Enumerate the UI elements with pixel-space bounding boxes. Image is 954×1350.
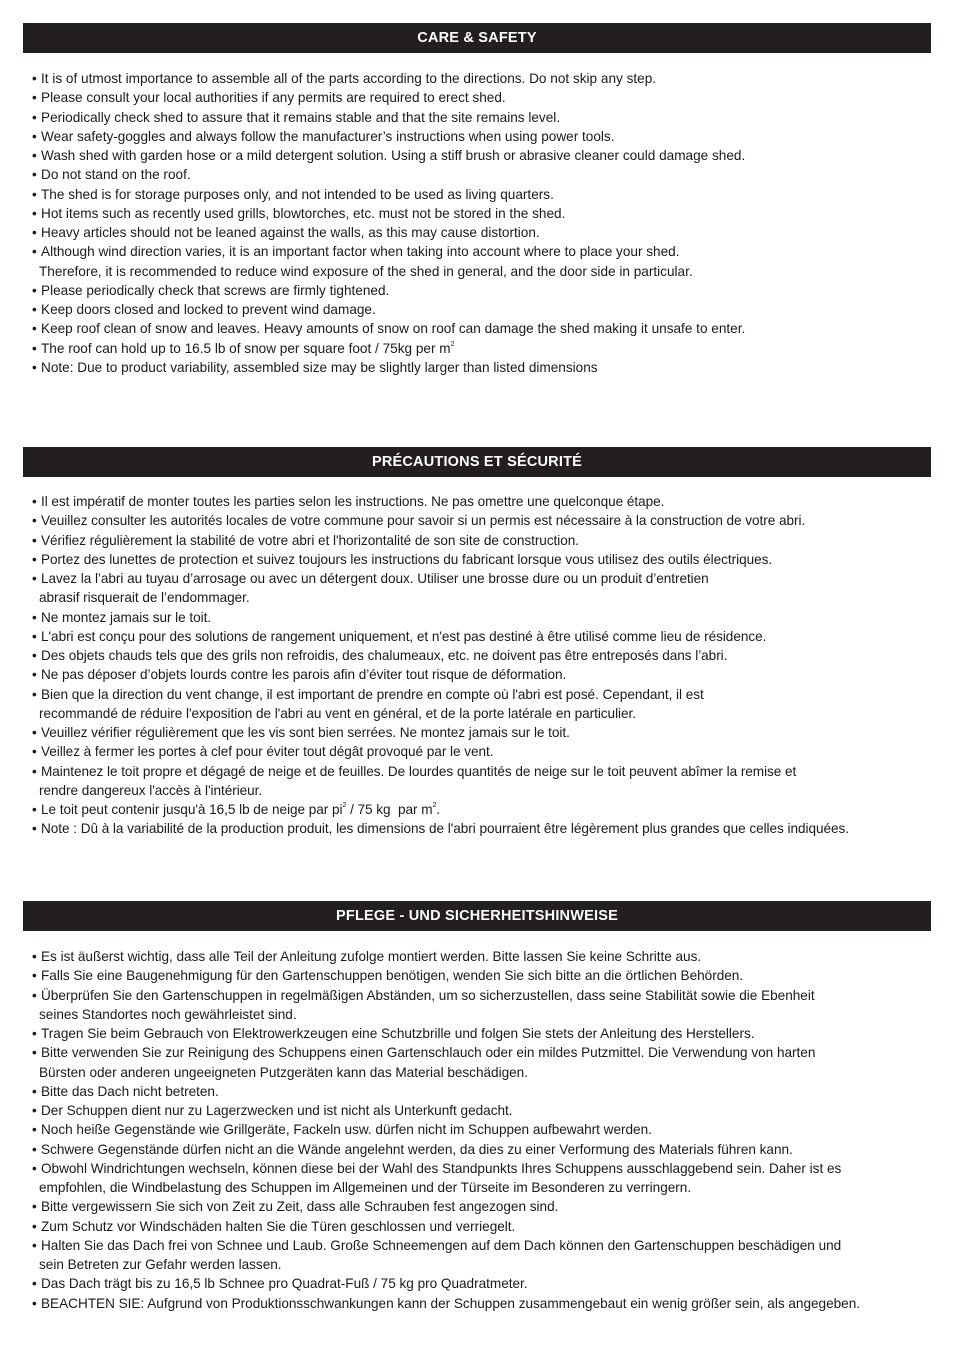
list-item-continuation: [23, 781, 931, 800]
care-safety-section: [23, 23, 931, 377]
list-item: [23, 646, 931, 665]
list-item-text: Vérifiez régulièrement la stabilité de votre abri et l'horizontalité de son site de construction.: [41, 532, 580, 548]
precautions-securite-section: [23, 447, 931, 839]
bullet-icon: •: [32, 1141, 37, 1157]
list-item: [23, 1024, 931, 1043]
list-item-text: Therefore, it is recommended to reduce wind exposure of the shed in general, and the door side in particular.: [39, 263, 693, 279]
list-item-continuation: [23, 262, 931, 281]
bullet-icon: •: [32, 551, 37, 567]
pflege-sicherheitshinweise-list: [23, 947, 931, 1313]
list-item: [23, 947, 931, 966]
bullet-icon: •: [32, 1199, 37, 1215]
list-item: [23, 339, 931, 358]
bullet-icon: •: [32, 205, 37, 221]
list-item: [23, 1294, 931, 1313]
list-item-continuation: [23, 1005, 931, 1024]
bullet-icon: •: [32, 1218, 37, 1234]
list-item-continuation: [23, 1063, 931, 1082]
list-item-text: Tragen Sie beim Gebrauch von Elektrowerkzeugen eine Schutzbrille und folgen Sie stets der Anleitung des Herstellers.: [41, 1026, 755, 1041]
list-item-text: empfohlen, die Windbelastung des Schuppen im Allgemeinen und der Türseite im Besonderen zu verringern.: [39, 1180, 692, 1195]
list-item-continuation: [23, 588, 931, 607]
list-item-text: Bitte vergewissern Sie sich von Zeit zu Zeit, dass alle Schrauben fest angezogen sind.: [41, 1199, 559, 1215]
list-item: [23, 1159, 931, 1178]
list-item: [23, 1236, 931, 1255]
bullet-icon: •: [32, 90, 37, 106]
list-item-text: Bürsten oder anderen ungeeigneten Putzgeräten kann das Material beschädigen.: [39, 1064, 528, 1080]
bullet-icon: •: [32, 148, 37, 163]
list-item-text: seines Standortes noch gewährleistet sind.: [39, 1006, 297, 1022]
bullet-icon: •: [32, 282, 37, 298]
bullet-icon: •: [32, 1026, 37, 1041]
list-item-text: Obwohl Windrichtungen wechseln, können diese bei der Wahl des Standpunkts Ihres Schuppens ausschlaggebend sein. Daher ist es: [41, 1160, 842, 1176]
list-item-text: rendre dangereux l'accès à l'intérieur.: [39, 782, 263, 798]
care-safety-list: [23, 69, 931, 377]
bullet-icon: •: [32, 763, 37, 779]
list-item: [23, 665, 931, 684]
list-item: [23, 242, 931, 261]
bullet-icon: •: [32, 71, 37, 86]
list-item: [23, 531, 931, 550]
list-item-text: Keep doors closed and locked to prevent wind damage.: [41, 302, 376, 317]
bullet-icon: •: [32, 1103, 37, 1118]
list-item-text: Bien que la direction du vent change, il est important de prendre en compte où l'abri est posé. Cependant, il est: [41, 686, 704, 702]
list-item: [23, 1197, 931, 1216]
list-item: [23, 608, 931, 627]
list-item: [23, 1140, 931, 1159]
list-item-text: Es ist äußerst wichtig, dass alle Teil der Anleitung zufolge montiert werden. Bitte lassen Sie keine Schritte aus.: [41, 949, 702, 964]
list-item-text: Veillez à fermer les portes à clef pour éviter tout dégât provoqué par le vent.: [41, 744, 494, 760]
list-item-text: Please consult your local authorities if any permits are required to erect shed.: [41, 90, 506, 106]
list-item-text: Halten Sie das Dach frei von Schnee und Laub. Große Schneemengen auf dem Dach können den Gartenschuppen beschädigen und: [41, 1237, 842, 1253]
section-heading-pflege-sicherheitshinweise: PFLEGE - UND SICHERHEITSHINWEISE: [23, 901, 931, 931]
list-item-text: BEACHTEN SIE: Aufgrund von Produktionsschwankungen kann der Schuppen zusammengebaut ein wenig größer sein, als angegeben.: [41, 1295, 860, 1311]
list-item: [23, 1082, 931, 1101]
list-item-text: Keep roof clean of snow and leaves. Heavy amounts of snow on roof can damage the shed making it unsafe to enter.: [41, 321, 746, 337]
list-item-text: Il est impératif de monter toutes les parties selon les instructions. Ne pas omettre une quelconque étape.: [41, 494, 665, 509]
list-item-text: Please periodically check that screws are firmly tightened.: [41, 282, 390, 298]
list-item-text: Des objets chauds tels que des grils non refroidis, des chalumeaux, etc. ne doivent pas être entreposés dans l’abri.: [41, 648, 728, 663]
list-item: [23, 319, 931, 338]
list-item: [23, 1101, 931, 1120]
list-item-text: Ne montez jamais sur le toit.: [41, 609, 212, 625]
bullet-icon: •: [32, 1295, 37, 1311]
list-item: [23, 1217, 931, 1236]
list-item-text: Wear safety-goggles and always follow the manufacturer’s instructions when using power tools.: [41, 128, 615, 144]
pflege-sicherheitshinweise-section: [23, 901, 931, 1313]
list-item-text: Heavy articles should not be leaned against the walls, as this may cause distortion.: [41, 225, 540, 240]
bullet-icon: •: [32, 968, 37, 984]
list-item: [23, 1120, 931, 1139]
list-item: [23, 492, 931, 511]
bullet-icon: •: [32, 109, 37, 125]
list-item-text: Note : Dû à la variabilité de la production produit, les dimensions de l'abri pourraient être légèrement plus grandes que celles indiquées.: [41, 821, 849, 837]
list-item: [23, 127, 931, 146]
list-item-text: The shed is for storage purposes only, and not intended to be used as living quarters.: [41, 186, 554, 202]
list-item-continuation: [23, 704, 931, 723]
list-item-text: Der Schuppen dient nur zu Lagerzwecken und ist nicht als Unterkunft gedacht.: [41, 1103, 513, 1118]
list-item-text: Bitte das Dach nicht betreten.: [41, 1083, 219, 1099]
list-item-continuation: [23, 1255, 931, 1274]
bullet-icon: •: [32, 167, 37, 183]
list-item-text: The roof can hold up to 16.5 lb of snow per square foot / 75kg per $m^2$: [41, 340, 455, 356]
list-item: [23, 819, 931, 838]
list-item-text: Überprüfen Sie den Gartenschuppen in regelmäßigen Abständen, um so sicherzustellen, dass seine Stabilität sowie die Ebenheit: [41, 987, 815, 1003]
list-item: [23, 165, 931, 184]
list-item-text: Schwere Gegenstände dürfen nicht an die Wände angelehnt werden, da dies zu einer Verformung des Materials führen kann.: [41, 1141, 793, 1157]
bullet-icon: •: [32, 513, 37, 529]
bullet-icon: •: [32, 321, 37, 337]
bullet-icon: •: [32, 359, 37, 375]
bullet-icon: •: [32, 128, 37, 144]
list-item-text: Noch heiße Gegenstände wie Grillgeräte, Fackeln usw. dürfen nicht im Schuppen aufbewahrt werden.: [41, 1122, 652, 1138]
bullet-icon: •: [32, 686, 37, 702]
list-item: [23, 281, 931, 300]
list-item: [23, 300, 931, 319]
list-item-text: Wash shed with garden hose or a mild detergent solution. Using a stiff brush or abrasive cleaner could damage shed.: [41, 148, 746, 163]
list-item-text: Veuillez consulter les autorités locales de votre commune pour savoir si un permis est nécessaire à la construction de votre abri.: [41, 513, 806, 529]
list-item-text: Hot items such as recently used grills, blowtorches, etc. must not be stored in the shed.: [41, 205, 566, 221]
section-heading-precautions-securite: PRÉCAUTIONS ET SÉCURITÉ: [23, 447, 931, 477]
list-item-text: Zum Schutz vor Windschäden halten Sie die Türen geschlossen und verriegelt.: [41, 1218, 516, 1234]
list-item-text: It is of utmost importance to assemble all of the parts according to the directions. Do not skip any step.: [41, 71, 657, 86]
list-item: [23, 1274, 931, 1293]
bullet-icon: •: [32, 609, 37, 625]
bullet-icon: •: [32, 571, 37, 586]
section-heading-care-safety: CARE & SAFETY: [23, 23, 931, 53]
list-item-text: recommandé de réduire l'exposition de l'abri au vent en général, et de la porte latérale en particulier.: [39, 705, 636, 721]
list-item-text: sein Betreten zur Gefahr werden lassen.: [39, 1257, 282, 1272]
bullet-icon: •: [32, 340, 37, 356]
list-item: [23, 223, 931, 242]
bullet-icon: •: [32, 1237, 37, 1253]
list-item: [23, 69, 931, 88]
list-item-text: Bitte verwenden Sie zur Reinigung des Schuppens einen Gartenschlauch oder ein mildes Putzmittel. Die Verwendung von harten: [41, 1045, 816, 1061]
bullet-icon: •: [32, 1045, 37, 1061]
list-item: [23, 800, 931, 819]
bullet-icon: •: [32, 987, 37, 1003]
list-item-text: Maintenez le toit propre et dégagé de neige et de feuilles. De lourdes quantités de neige sur le toit peuvent abîmer la remise et: [41, 763, 797, 779]
bullet-icon: •: [32, 949, 37, 964]
bullet-icon: •: [32, 1160, 37, 1176]
list-item: [23, 358, 931, 377]
bullet-icon: •: [32, 821, 37, 837]
bullet-icon: •: [32, 725, 37, 740]
bullet-icon: •: [32, 648, 37, 663]
list-item-text: Ne pas déposer d’objets lourds contre les parois afin d’éviter tout risque de déformation.: [41, 667, 567, 683]
list-item: [23, 685, 931, 704]
list-item: [23, 723, 931, 742]
list-item-text: Das Dach trägt bis zu 16,5 lb Schnee pro Quadrat-Fuß / 75 kg pro Quadratmeter.: [41, 1276, 528, 1292]
list-item-text: Periodically check shed to assure that it remains stable and that the site remains level.: [41, 109, 561, 125]
bullet-icon: •: [32, 1083, 37, 1099]
bullet-icon: •: [32, 244, 37, 260]
list-item: [23, 742, 931, 761]
bullet-icon: •: [32, 494, 37, 509]
list-item-text: Lavez la l’abri au tuyau d’arrosage ou avec un détergent doux. Utiliser une brosse dure ou un produit d’entretien: [41, 571, 709, 586]
bullet-icon: •: [32, 744, 37, 760]
list-item-text: Note: Due to product variability, assembled size may be slightly larger than listed dimensions: [41, 359, 598, 375]
list-item: [23, 569, 931, 588]
list-item-continuation: [23, 1178, 931, 1197]
bullet-icon: •: [32, 532, 37, 548]
list-item: [23, 986, 931, 1005]
list-item: [23, 627, 931, 646]
bullet-icon: •: [32, 667, 37, 683]
list-item-text: Veuillez vérifier régulièrement que les vis sont bien serrées. Ne montez jamais sur le toit.: [41, 725, 570, 740]
list-item-text: Le toit peut contenir jusqu'à 16,5 lb de neige par $pi^2 / 75$ kg par $m^2$.: [41, 802, 441, 817]
list-item: [23, 762, 931, 781]
bullet-icon: •: [32, 186, 37, 202]
list-item-text: Do not stand on the roof.: [41, 167, 191, 183]
bullet-icon: •: [32, 302, 37, 317]
list-item-text: L'abri est conçu pour des solutions de rangement uniquement, et n'est pas destiné à être utilisé comme lieu de résidence.: [41, 628, 767, 644]
list-item: [23, 966, 931, 985]
list-item: [23, 185, 931, 204]
list-item: [23, 204, 931, 223]
list-item: [23, 550, 931, 569]
bullet-icon: •: [32, 802, 37, 817]
list-item: [23, 511, 931, 530]
bullet-icon: •: [32, 1122, 37, 1138]
bullet-icon: •: [32, 1276, 37, 1292]
list-item-text: abrasif risquerait de l’endommager.: [39, 590, 250, 606]
list-item: [23, 108, 931, 127]
list-item: [23, 146, 931, 165]
bullet-icon: •: [32, 628, 37, 644]
list-item: [23, 88, 931, 107]
precautions-securite-list: [23, 492, 931, 839]
list-item: [23, 1043, 931, 1062]
list-item-text: Falls Sie eine Baugenehmigung für den Gartenschuppen benötigen, wenden Sie sich bitte an die örtlichen Behörden.: [41, 968, 744, 984]
list-item-text: Portez des lunettes de protection et suivez toujours les instructions du fabricant lorsque vous utilisez des outils électriques.: [41, 551, 773, 567]
bullet-icon: •: [32, 225, 37, 240]
list-item-text: Although wind direction varies, it is an important factor when taking into account where to place your shed.: [41, 244, 680, 260]
